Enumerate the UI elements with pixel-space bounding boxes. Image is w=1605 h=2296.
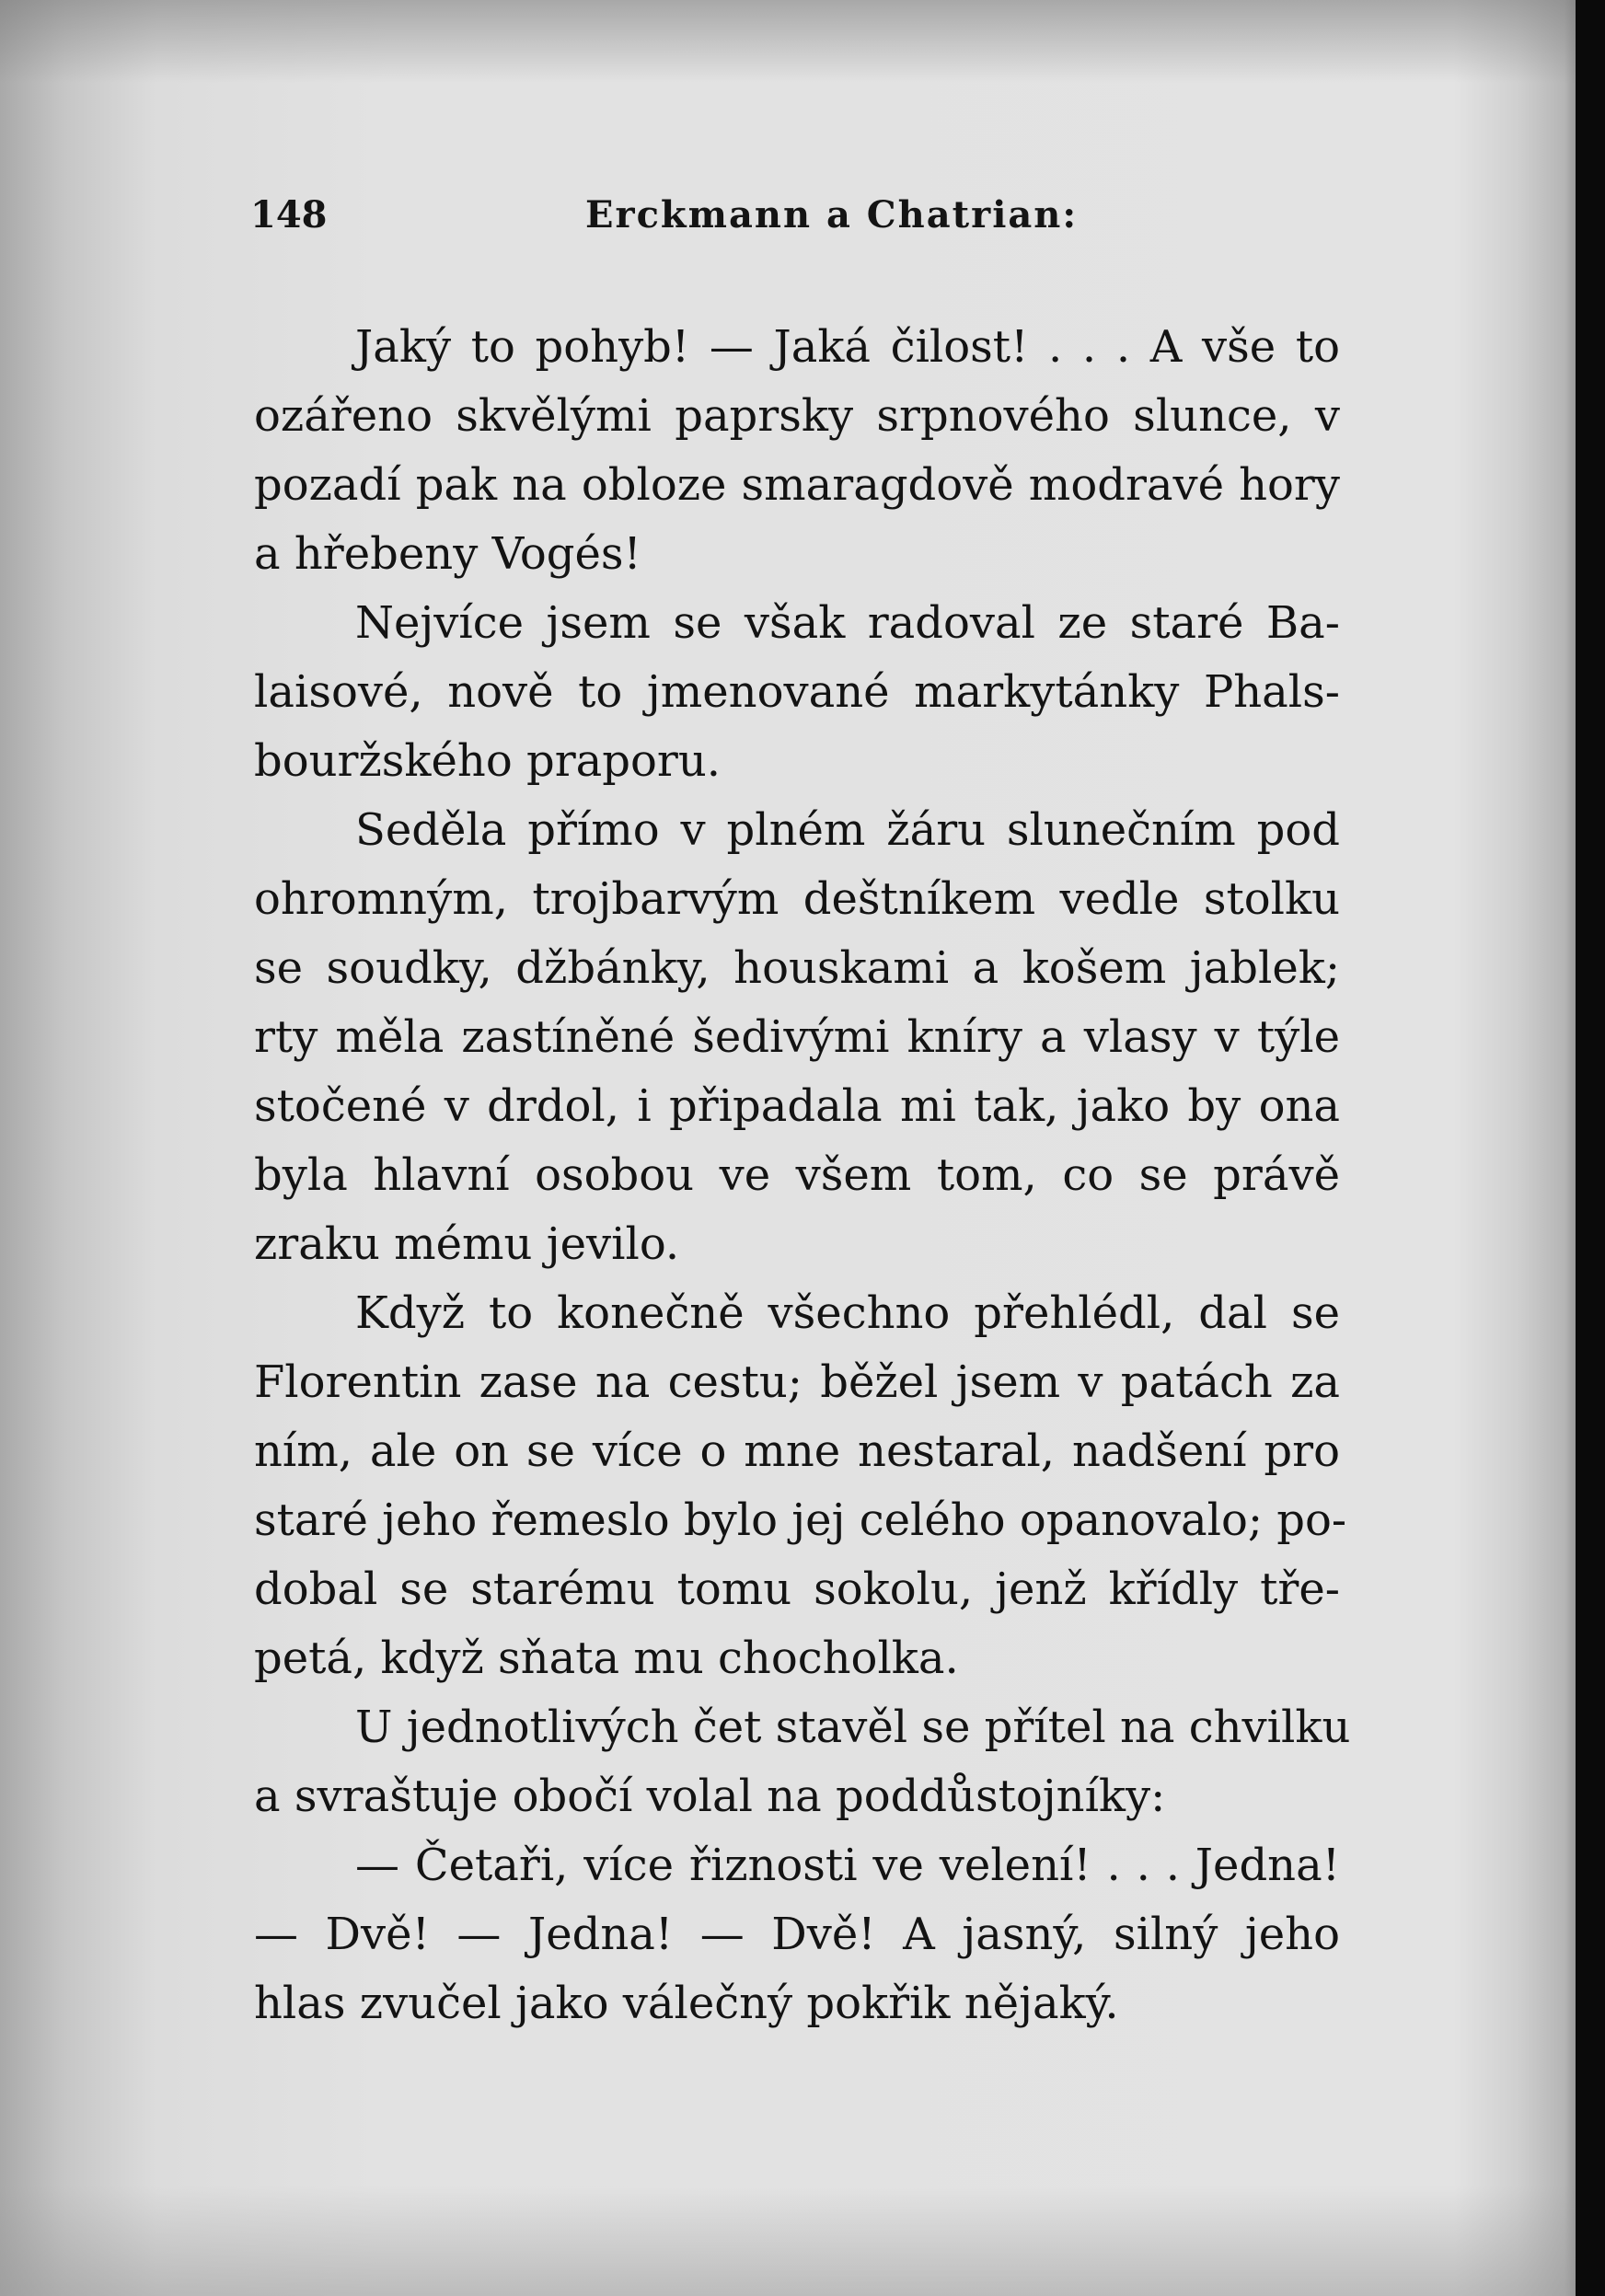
text-line: dobal se starému tomu sokolu, jenž křídly tře- <box>254 1563 1340 1615</box>
text-line: staré jeho řemeslo bylo jej celého opanovalo; po- <box>254 1494 1347 1546</box>
text-line: Nejvíce jsem se však radoval ze staré Ba- <box>355 597 1340 649</box>
text-line: ohromným, trojbarvým deštníkem vedle stolku <box>254 873 1340 925</box>
header-title: Erckmann a Chatrian: <box>585 193 1079 237</box>
text-line: petá, když sňata mu chocholka. <box>254 1633 959 1684</box>
text-line: se soudky, džbánky, houskami a košem jablek; <box>254 942 1340 994</box>
text-line: pozadí pak na obloze smaragdově modravé hory <box>254 459 1340 511</box>
text-line: Když to konečně všechno přehlédl, dal se <box>355 1287 1340 1339</box>
text-line: bouržského praporu. <box>254 735 721 787</box>
text-line: zraku mému jevilo. <box>254 1218 680 1270</box>
scan-border <box>1576 0 1605 2296</box>
text-line: rty měla zastíněné šedivými kníry a vlasy v týle <box>254 1011 1340 1063</box>
page-number: 148 <box>250 193 328 237</box>
running-header <box>250 193 1336 248</box>
text-line: ním, ale on se více o mne nestaral, nadšení pro <box>254 1425 1340 1477</box>
page-shadow-top <box>0 0 1576 83</box>
text-line: U jednotlivých čet stavěl se přítel na chvilku <box>355 1702 1351 1753</box>
text-line: a svraštuje obočí volal na poddůstojníky: <box>254 1771 1166 1822</box>
text-line: stočené v drdol, i připadala mi tak, jako by ona <box>254 1080 1340 1132</box>
text-line: — Dvě! — Jedna! — Dvě! A jasný, silný jeho <box>254 1909 1340 1960</box>
text-line: Jaký to pohyb! — Jaká čilost! . . . A vše to <box>355 321 1340 373</box>
text-line: a hřebeny Vogés! <box>254 528 641 580</box>
text-line: laisové, nově to jmenované markytánky Phals- <box>254 666 1340 718</box>
page-shadow-bottom <box>0 2186 1576 2296</box>
text-line: Seděla přímo v plném žáru slunečním pod <box>355 804 1340 856</box>
text-line: — Četaři, více řiznosti ve velení! . . . Jedna! <box>355 1840 1340 1891</box>
text-line: hlas zvučel jako válečný pokřik nějaký. <box>254 1978 1119 2029</box>
text-line: ozářeno skvělými paprsky srpnového slunce, v <box>254 390 1340 442</box>
text-line: Florentin zase na cestu; běžel jsem v patách za <box>254 1356 1340 1408</box>
body-text <box>254 313 1351 2038</box>
text-line: byla hlavní osobou ve všem tom, co se právě <box>254 1149 1340 1201</box>
